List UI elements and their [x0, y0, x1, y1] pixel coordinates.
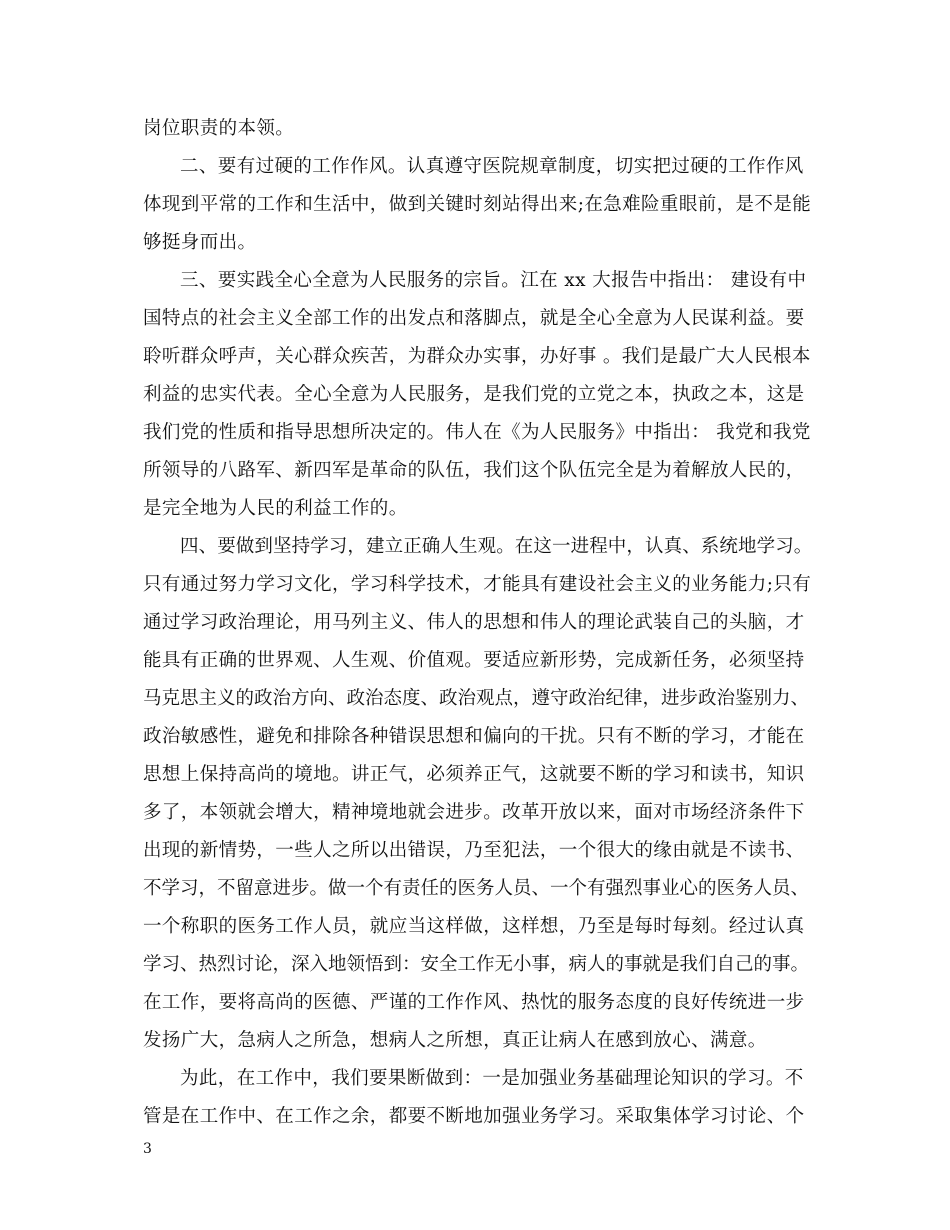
text-line: 岗位职责的本领。 [143, 118, 295, 139]
text-line: 聆听群众呼声，关心群众疾苦，为群众办实事，办好事 。我们是最广大人民根本 [143, 346, 811, 367]
text-line: 国特点的社会主义全部工作的出发点和落脚点，就是全心全意为人民谋利益。要 [143, 308, 805, 329]
text-line: 政治敏感性，避免和排除各种错误思想和偏向的干扰。只有不断的学习，才能在 [143, 726, 805, 747]
text-line: 发扬广大，急病人之所急，想病人之所想，真正让病人在感到放心、满意。 [143, 1030, 767, 1051]
text-line: 能具有正确的世界观、人生观、价值观。要适应新形势，完成新任务，必须坚持 [143, 650, 805, 671]
page-number: 3 [143, 1141, 152, 1157]
text-line: 多了，本领就会增大，精神境地就会进步。改革开放以来，面对市场经济条件下 [143, 802, 805, 823]
text-line: 在工作，要将高尚的医德、严谨的工作作风、热忱的服务态度的良好传统进一步 [143, 992, 805, 1013]
text-line: 管是在工作中、在工作之余，都要不断地加强业务学习。采取集体学习讨论、个 [143, 1106, 805, 1127]
text-line: 通过学习政治理论，用马列主义、伟人的思想和伟人的理论武装自己的头脑，才 [143, 612, 805, 633]
text-line: 只有通过努力学习文化，学习科学技术，才能具有建设社会主义的业务能力;只有 [143, 574, 812, 595]
text-line: 出现的新情势，一些人之所以出错误，乃至犯法，一个很大的缘由就是不读书、 [143, 840, 805, 861]
text-line: 我们党的性质和指导思想所决定的。伟人在《为人民服务》中指出： 我党和我党 [143, 422, 811, 443]
paragraph-start-line: 三、要实践全心全意为人民服务的宗旨。江在 xx 大报告中指出： 建设有中 [180, 270, 807, 291]
paragraph-start-line: 为此，在工作中，我们要果断做到：一是加强业务基础理论知识的学习。不 [180, 1068, 804, 1089]
text-line: 马克思主义的政治方向、政治态度、政治观点，遵守政治纪律，进步政治鉴别力、 [143, 688, 810, 709]
text-line: 学习、热烈讨论，深入地领悟到：安全工作无小事，病人的事就是我们自己的事。 [143, 954, 810, 975]
text-line: 利益的忠实代表。全心全意为人民服务，是我们党的立党之本，执政之本，这是 [143, 384, 805, 405]
paragraph-start-line: 四、要做到坚持学习，建立正确人生观。在这一进程中，认真、系统地学习。 [180, 536, 813, 557]
text-line: 所领导的八路军、新四军是革命的队伍，我们这个队伍完全是为着解放人民的， [143, 460, 805, 481]
text-line: 是完全地为人民的利益工作的。 [143, 498, 408, 519]
text-line: 一个称职的医务工作人员，就应当这样做，这样想，乃至是每时每刻。经过认真 [143, 916, 805, 937]
text-line: 不学习，不留意进步。做一个有责任的医务人员、一个有强烈事业心的医务人员、 [143, 878, 810, 899]
text-line: 够挺身而出。 [143, 232, 257, 253]
paragraph-start-line: 二、要有过硬的工作作风。认真遵守医院规章制度，切实把过硬的工作作风 [180, 156, 804, 177]
text-line: 体现到平常的工作和生活中，做到关键时刻站得出来;在急难险重眼前，是不是能 [143, 194, 812, 215]
text-line: 思想上保持高尚的境地。讲正气，必须养正气，这就要不断的学习和读书，知识 [143, 764, 805, 785]
